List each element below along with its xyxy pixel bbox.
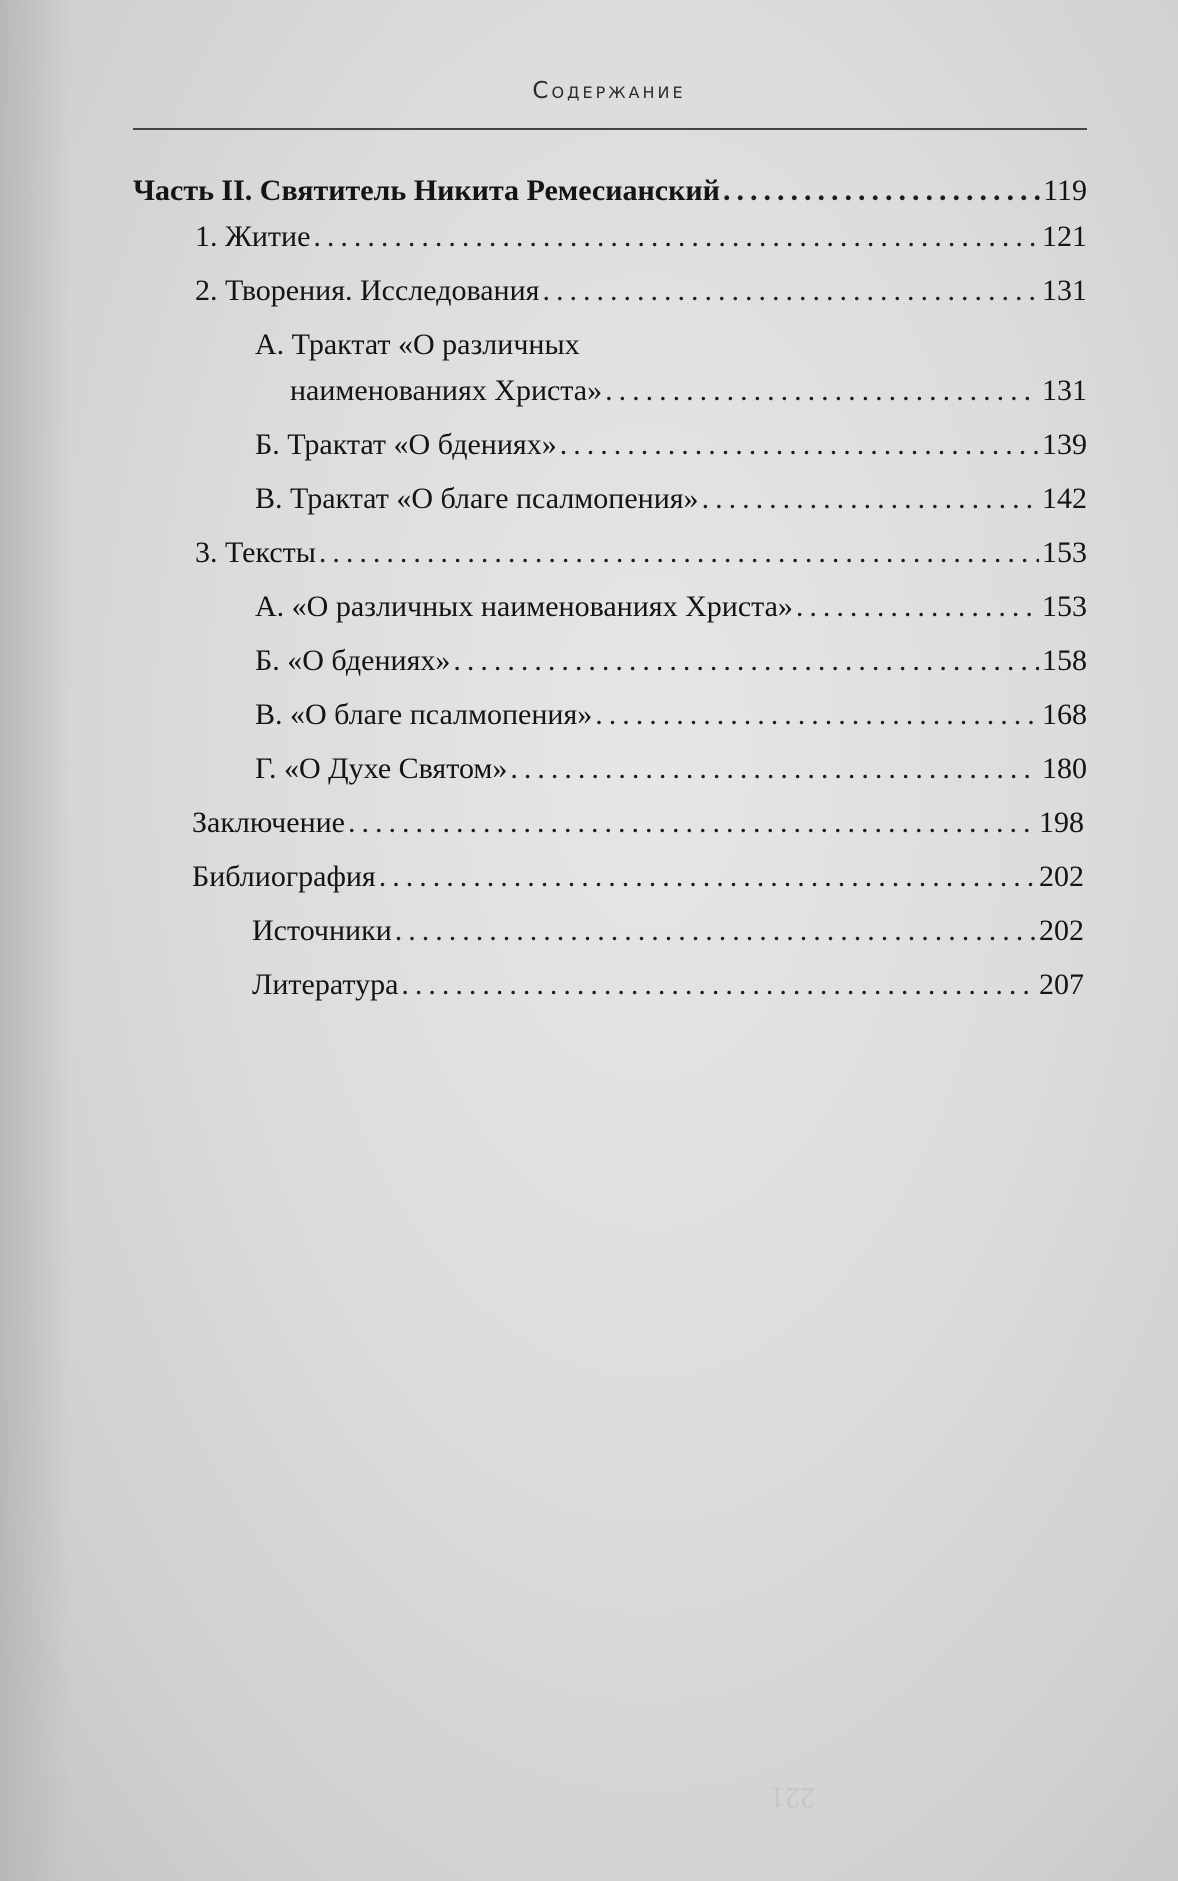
toc-entry-texts-g[interactable] — [255, 750, 1087, 788]
leader-dots — [542, 272, 1039, 310]
toc-entry-label: Г. «О Духе Святом» — [255, 752, 508, 785]
toc-entry-page: 153 — [1042, 590, 1087, 623]
leader-dots — [401, 966, 1036, 1004]
toc-entry-page: 119 — [1043, 174, 1087, 207]
toc-entry-label: Б. Трактат «О бдениях» — [255, 428, 557, 461]
leader-dots — [379, 858, 1036, 896]
toc-entry-texts[interactable] — [195, 534, 1087, 572]
toc-entry-page: 139 — [1042, 428, 1087, 461]
toc-entry-works-v[interactable] — [255, 480, 1087, 518]
toc-entry-conclusion[interactable] — [192, 804, 1084, 842]
leader-dots — [605, 372, 1039, 410]
toc-entry-part2[interactable] — [133, 172, 1087, 210]
toc-entry-texts-v[interactable] — [255, 696, 1087, 734]
toc-entry-works[interactable] — [195, 272, 1087, 310]
toc-entry-label: 3. Тексты — [195, 536, 316, 569]
toc-entry-label: Часть II. Святитель Никита Ремесианский — [133, 174, 720, 207]
leader-dots — [560, 426, 1039, 464]
toc-entry-page: 121 — [1042, 220, 1087, 253]
toc-entry-literature[interactable] — [252, 966, 1084, 1004]
leader-dots — [510, 750, 1039, 788]
toc-entry-page: 153 — [1042, 536, 1087, 569]
leader-dots — [702, 480, 1039, 518]
toc-entry-label: наименованиях Христа» — [290, 374, 603, 407]
toc-entry-label: 1. Житие — [195, 220, 311, 253]
toc-entry-label: Литература — [252, 968, 399, 1001]
toc-entry-label: Библиография — [192, 860, 376, 893]
toc-entry-page: 131 — [1042, 274, 1087, 307]
leader-dots — [313, 218, 1039, 256]
toc-entry-sources[interactable] — [252, 912, 1084, 950]
leader-dots — [348, 804, 1036, 842]
header-rule — [133, 128, 1087, 130]
leader-dots — [723, 172, 1040, 210]
leader-dots — [595, 696, 1039, 734]
toc-entry-page: 131 — [1042, 374, 1087, 407]
toc-entry-page: 207 — [1039, 968, 1084, 1001]
toc-entry-page: 168 — [1042, 698, 1087, 731]
running-head: Содержание — [532, 78, 686, 104]
toc-entry-page: 198 — [1039, 806, 1084, 839]
toc-entry-works-b[interactable] — [255, 426, 1087, 464]
toc-entry-page: 142 — [1042, 482, 1087, 515]
toc-entry-page: 158 — [1042, 644, 1087, 677]
leader-dots — [395, 912, 1036, 950]
toc-entry-page: 202 — [1039, 914, 1084, 947]
toc-entry-label: Б. «О бдениях» — [255, 644, 451, 677]
toc-entry-works-a[interactable] — [290, 372, 1087, 410]
toc-entry-label: В. «О благе псалмопения» — [255, 698, 593, 731]
toc-entry-label: Источники — [252, 914, 392, 947]
toc-entry-label: 2. Творения. Исследования — [195, 274, 540, 307]
toc-entry-label: Заключение — [192, 806, 345, 839]
toc-entry-page: 180 — [1042, 752, 1087, 785]
show-through-page-number: 221 — [770, 1781, 815, 1814]
toc-entry-bibliography[interactable] — [192, 858, 1084, 896]
toc-entry-page: 202 — [1039, 860, 1084, 893]
leader-dots — [319, 534, 1039, 572]
toc-entry-label: В. Трактат «О благе псалмопения» — [255, 482, 699, 515]
toc-entry-label: А. «О различных наименованиях Христа» — [255, 590, 793, 623]
toc-entry-texts-b[interactable] — [255, 642, 1087, 680]
toc-entry-works-a-line1[interactable]: А. Трактат «О различных — [255, 328, 580, 361]
toc-entry-life[interactable] — [195, 218, 1087, 256]
toc-entry-texts-a[interactable] — [255, 588, 1087, 626]
leader-dots — [453, 642, 1039, 680]
leader-dots — [796, 588, 1039, 626]
page-shadow — [0, 0, 70, 1881]
